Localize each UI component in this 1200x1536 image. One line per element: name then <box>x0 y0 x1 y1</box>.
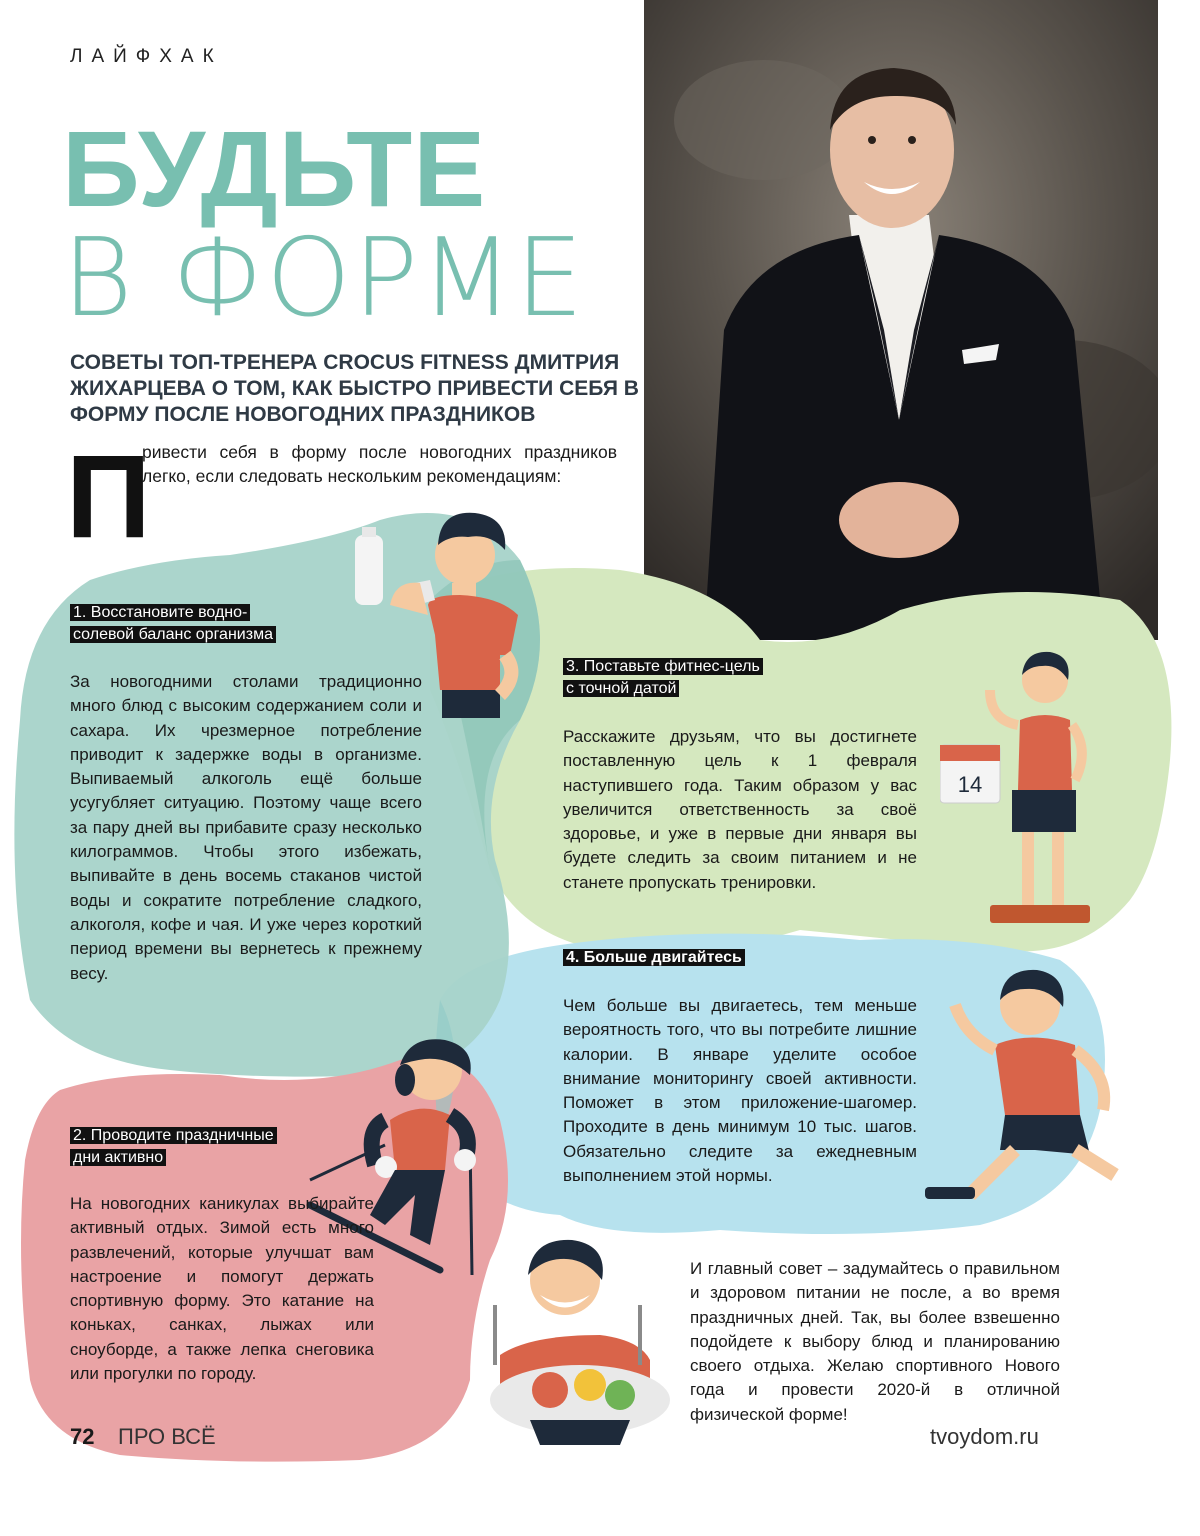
title-line-1: БУДЬТЕ <box>62 108 487 229</box>
tip-3-title: 3. Поставьте фитнес-цель с точной датой <box>563 656 813 700</box>
website-link[interactable]: tvoydom.ru <box>930 1424 1039 1449</box>
subtitle: СОВЕТЫ ТОП-ТРЕНЕРА CROCUS FITNESS ДМИТРИЯ ЖИХАРЦЕВА О ТОМ, КАК БЫСТРО ПРИВЕСТИ СЕБЯ В ФОРМУ ПОСЛЕ НОВОГОДНИХ ПРАЗДНИКОВ <box>70 351 639 426</box>
food-man-illustration <box>480 1235 680 1455</box>
final-tip-text: И главный совет – задумайтесь о правильном и здоровом питании не после, а во время праздничных дней. Так, вы более взвешенно подойдете к выбору блюд и планированию своего отдыха. Желаю спортивного Нового года и провести 2020-й в отличной физической форме! <box>690 1259 1060 1424</box>
magazine-name: ПРО ВСЁ <box>118 1424 216 1449</box>
running-man-illustration <box>925 965 1135 1205</box>
tip-3-text: Расскажите друзьям, что вы достигнете поставленную цель к 1 февраля наступившего года. Таким образом у вас увеличится ответственность за своё здоровье, и уже в первые дни января вы будете следить за своим питанием и не станете пропускать тренировки. <box>563 727 917 892</box>
title-line-2: В ФОРМЕ <box>62 216 586 341</box>
page-number: 72 <box>70 1424 95 1449</box>
drop-cap: П <box>66 431 151 563</box>
tip-4-text: Чем больше вы двигаетесь, тем меньше вероятность того, что вы потребите лишние калории. В январе уделите особое внимание мониторингу своей активности. Поможет в этом приложение-шагомер. Проходите в день минимум 10 тыс. шагов. Обязательно следите за ежедневным выполнением этой нормы. <box>563 996 917 1186</box>
tip-2-title: 2. Проводите праздничные дни активно <box>70 1125 330 1169</box>
calendar-number: 14 <box>957 772 983 797</box>
section-label: ЛАЙФХАК <box>70 46 223 67</box>
scales-man-illustration <box>940 650 1120 935</box>
tip-2-text: На новогодних каникулах выбирайте активный отдых. Зимой есть много развлечений, которые улучшат вам настроение и помогут держать спортивную форму. Это катание на коньках, санках, лыжах или сноуборде, а также лепка снеговика или прогулки по городу. <box>70 1194 374 1384</box>
tip-1-title: 1. Восстановите водно- солевой баланс организма <box>70 602 310 646</box>
tip-1-text: За новогодними столами традиционно много блюд с высоким содержанием соли и сахара. Их чрезмерное потребление приводит к задержке воды в организме. Выпиваемый алкоголь ещё больше усугубляет ситуацию. Поэтому чаще всего за пару дней вы прибавите сразу несколько килограммов. Чтобы этого избежать, выпивайте в день восемь стаканов чистой воды и сократите потребление сладкого, алкоголя, кофе и чая. И уже через короткий период времени вы вернетесь к прежнему весу. <box>70 672 422 983</box>
tip-4-title: 4. Больше двигайтесь <box>563 947 813 969</box>
intro-text: ривести себя в форму после новогодних праздников легко, если следовать нескольким рекомендациям: <box>142 442 617 486</box>
